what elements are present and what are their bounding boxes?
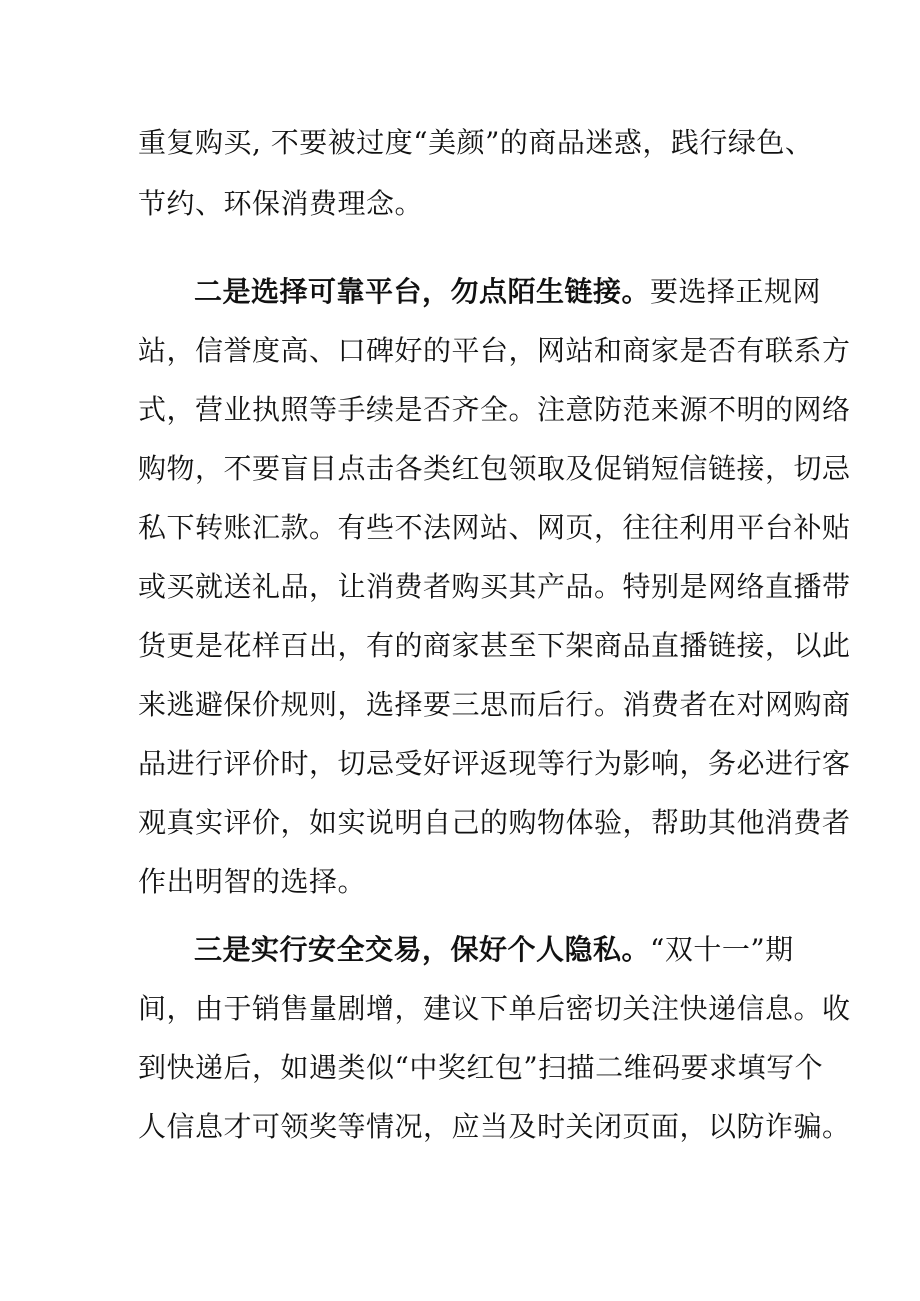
- paragraph-2-line-1: [194, 275, 821, 309]
- paragraph-2-line-11: 作出明智的选择。: [138, 865, 367, 898]
- paragraph-2-line-4: 购物，不要盲目点击各类红包领取及促销短信链接，切忌: [138, 452, 851, 485]
- paragraph-3-line-1: [194, 933, 794, 967]
- paragraph-2-line-7: 货更是花样百出，有的商家甚至下架商品直播链接，以此: [138, 629, 851, 662]
- paragraph-2-line-6: 或买就送礼品，让消费者购买其产品。特别是网络直播带: [138, 570, 851, 603]
- paragraph-3-line-3: 到快递后，如遇类似“中奖红包”扫描二维码要求填写个: [138, 1051, 824, 1084]
- paragraph-3-heading: 三是实行安全交易，保好个人隐私。: [194, 933, 651, 966]
- paragraph-2-line-9: 品进行评价时，切忌受好评返现等行为影响，务必进行客: [138, 747, 851, 780]
- paragraph-1-line-2: 节约、环保消费理念。: [138, 187, 424, 220]
- paragraph-2-line-8: 来逃避保价规则，选择要三思而后行。消费者在对网购商: [138, 688, 851, 721]
- paragraph-2-heading: 二是选择可靠平台，勿点陌生链接。: [194, 275, 651, 308]
- paragraph-3-line-2: 间，由于销售量剧增，建议下单后密切关注快递信息。收: [138, 992, 851, 1025]
- paragraph-2-line-5: 私下转账汇款。有些不法网站、网页，往往利用平台补贴: [138, 511, 851, 544]
- paragraph-2-line-1-rest: 要选择正规网: [650, 275, 822, 308]
- paragraph-2-line-3: 式，营业执照等手续是否齐全。注意防范来源不明的网络: [138, 393, 851, 426]
- paragraph-2-line-2: 站，信誉度高、口碑好的平台，网站和商家是否有联系方: [138, 334, 851, 367]
- paragraph-1-line-1: 重复购买, 不要被过度“美颜”的商品迷惑，践行绿色、: [138, 126, 814, 159]
- paragraph-3-line-4: 人信息才可领奖等情况，应当及时关闭页面，以防诈骗。: [138, 1110, 851, 1143]
- paragraph-2-line-10: 观真实评价，如实说明自己的购物体验，帮助其他消费者: [138, 806, 851, 839]
- paragraph-3-line-1-rest: “双十一”期: [650, 933, 794, 966]
